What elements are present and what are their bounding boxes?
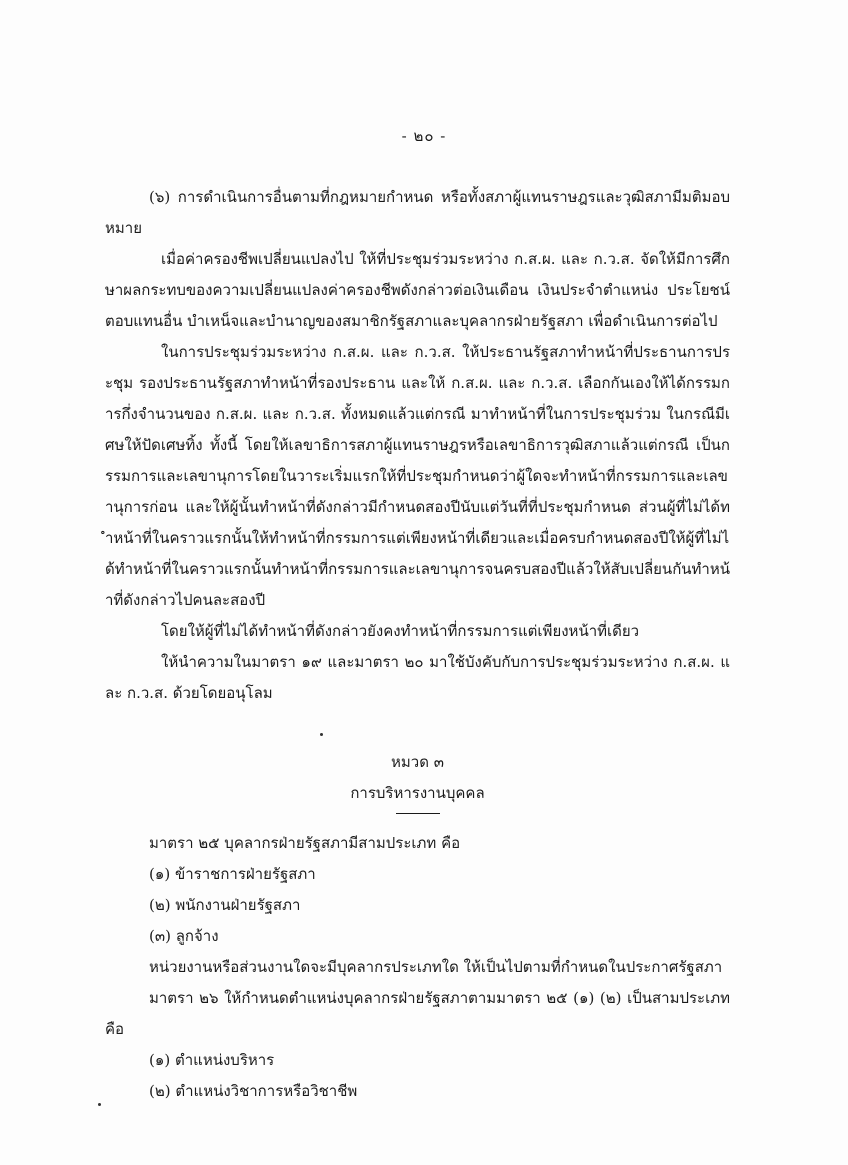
chapter-title: การบริหารงานบุคคล xyxy=(350,784,485,802)
section-25-note: หน่วยงานหรือส่วนงานใดจะมีบุคลากรประเภทใด ให้เป็นไปตามที่กำหนดในประกาศรัฐสภา xyxy=(149,958,723,976)
section-26-item-2: (๒) ตำแหน่งวิชาการหรือวิชาชีพ xyxy=(149,1082,358,1100)
clause-6-paragraph: (๖) การดำเนินการอื่นตามที่กฎหมายกำหนด หรือทั้งสภาผู้แทนราษฎรและวุฒิสภามีมติมอบหมาย xyxy=(105,188,730,237)
joint-meeting-paragraph: ในการประชุมร่วมระหว่าง ก.ส.ผ. และ ก.ว.ส. ให้ประธานรัฐสภาทำหน้าที่ประธานการประชุม รองประธานรัฐสภาทำหน้าที่รองประธาน และให้ ก.ส.ผ. และ ก.ว.ส. เลือกกันเองให้ได้กรรมการกึ่งจำนวนของ ก.ส.ผ. และ ก.ว.ส. ทั้งหมดแล้วแต่กรณี มาทำหน้าที่ในการประชุมร่วม ในกรณีมีเศษให้ปัดเศษทิ้ง ทั้งนี้ โดยให้เลขาธิการสภาผู้แทนราษฎรหรือเลขาธิการวุฒิสภาแล้วแต่กรณี เป็นกรรมการและเลขานุการโดยในวาระเริ่มแรกให้ที่ประชุมกำหนดว่าผู้ใดจะทำหน้าที่กรรมการและเลขานุการก่อน และให้ผู้นั้นทำหน้าที่ดังกล่าวมีกำหนดสองปีนับแต่วันที่ที่ประชุมกำหนด ส่วนผู้ที่ไม่ได้ทำหน้าที่ในคราวแรกนั้นให้ทำหน้าที่กรรมการแต่เพียงหน้าที่เดียวและเมื่อครบกำหนดสองปีให้ผู้ที่ไม่ได้ทำหน้าที่ในคราวแรกนั้นทำหน้าที่กรรมการและเลขานุการจนครบสองปีแล้วให้สับเปลี่ยนกันทำหน้าที่ดังกล่าวไปคนละสองปี xyxy=(105,343,730,609)
chapter-number: หมวด ๓ xyxy=(391,753,444,771)
page-number: - ๒๐ - xyxy=(401,127,447,145)
cost-of-living-paragraph: เมื่อค่าครองชีพเปลี่ยนแปลงไป ให้ที่ประชุมร่วมระหว่าง ก.ส.ผ. และ ก.ว.ส. จัดให้มีการศึกษาผลกระทบของความเปลี่ยนแปลงค่าครองชีพดังกล่าวต่อเงินเดือน เงินประจำตำแหน่ง ประโยชน์ตอบแทนอื่น บำเหน็จและบำนาญของสมาชิกรัฐสภาและบุคลากรฝ่ายรัฐสภา เพื่อดำเนินการต่อไป xyxy=(105,250,730,330)
apply-sections-paragraph: ให้นำความในมาตรา ๑๙ และมาตรา ๒๐ มาใช้บังคับกับการประชุมร่วมระหว่าง ก.ส.ผ. และ ก.ว.ส. ด้วยโดยอนุโลม xyxy=(105,653,730,702)
chapter-divider xyxy=(396,813,440,814)
section-26-heading: มาตรา ๒๖ ให้กำหนดตำแหน่งบุคลากรฝ่ายรัฐสภาตามมาตรา ๒๕ (๑) (๒) เป็นสามประเภท คือ xyxy=(105,989,730,1038)
section-25-item-2: (๒) พนักงานฝ่ายรัฐสภา xyxy=(149,896,301,914)
scan-speck xyxy=(98,1103,101,1106)
section-25-item-1: (๑) ข้าราชการฝ่ายรัฐสภา xyxy=(149,865,316,883)
scan-speck xyxy=(320,733,323,736)
section-25-heading: มาตรา ๒๕ บุคลากรฝ่ายรัฐสภามีสามประเภท คือ xyxy=(149,834,461,852)
remaining-duty-paragraph: โดยให้ผู้ที่ไม่ได้ทำหน้าที่ดังกล่าวยังคงทำหน้าที่กรรมการแต่เพียงหน้าที่เดียว xyxy=(161,622,640,640)
document-body xyxy=(105,182,730,1107)
section-26-item-1: (๑) ตำแหน่งบริหาร xyxy=(149,1051,275,1069)
section-25-item-3: (๓) ลูกจ้าง xyxy=(149,927,219,945)
